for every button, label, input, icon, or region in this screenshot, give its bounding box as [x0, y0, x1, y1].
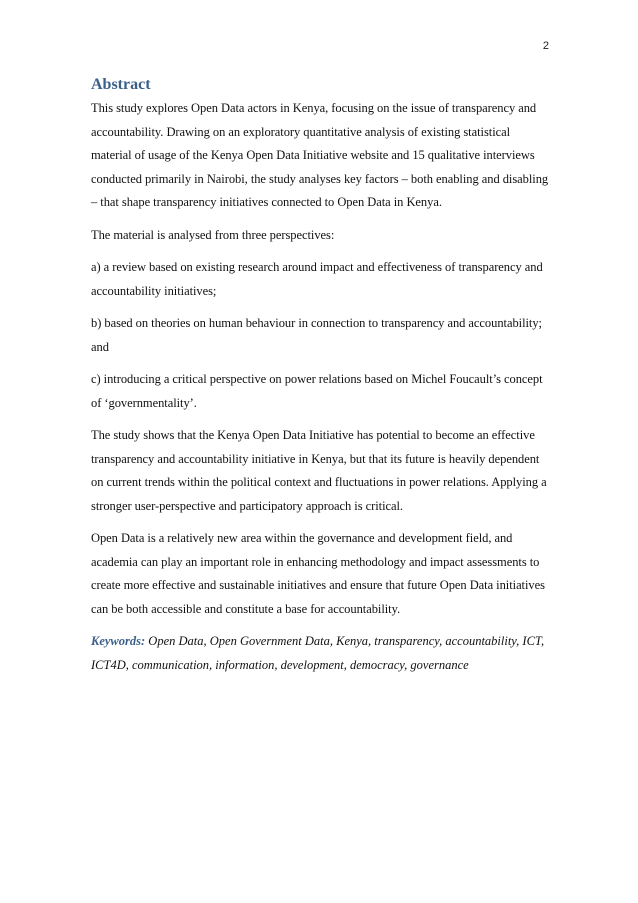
keywords-label: Keywords: [91, 634, 146, 648]
abstract-paragraph-perspective-c: c) introducing a critical perspective on power relations based on Michel Foucault’s concept of ‘governmentality’. [91, 372, 543, 410]
abstract-section [91, 75, 549, 677]
abstract-heading: Abstract [91, 76, 151, 93]
abstract-paragraph-perspectives-intro: The material is analysed from three perspectives: [91, 227, 335, 242]
page-number: 2 [542, 40, 549, 52]
abstract-paragraph-perspective-a: a) a review based on existing research around impact and effectiveness of transparency and accountability initiatives; [91, 260, 543, 298]
abstract-paragraph-perspective-b: b) based on theories on human behaviour in connection to transparency and accountability; and [91, 316, 542, 354]
abstract-paragraph-summary: This study explores Open Data actors in Kenya, focusing on the issue of transparency and accountability. Drawing on an exploratory quantitative analysis of existing statistical material of usage of the Kenya Open Data Initiative website and 15 qualitative interviews conducted primarily in Nairobi, the study analyses key factors – both enabling and disabling – that shape transparency initiatives connected to Open Data in Kenya. [91, 101, 549, 209]
abstract-paragraph-findings: The study shows that the Kenya Open Data Initiative has potential to become an effective transparency and accountability initiative in Kenya, but that its future is heavily dependent on current trends within the political context and fluctuations in power relations. Applying a stronger user-perspective and participatory approach is critical. [91, 428, 547, 513]
keywords-line [91, 630, 549, 677]
abstract-paragraph-conclusion: Open Data is a relatively new area within the governance and development field, and academia can play an important role in enhancing methodology and impact assessments to create more effective and sustainable initiatives and ensure that future Open Data initiatives can be both accessible and constitute a base for accountability. [91, 531, 545, 616]
keywords-list: Open Data, Open Government Data, Kenya, transparency, accountability, ICT, ICT4D, communication, information, development, democracy, governance [91, 634, 545, 672]
